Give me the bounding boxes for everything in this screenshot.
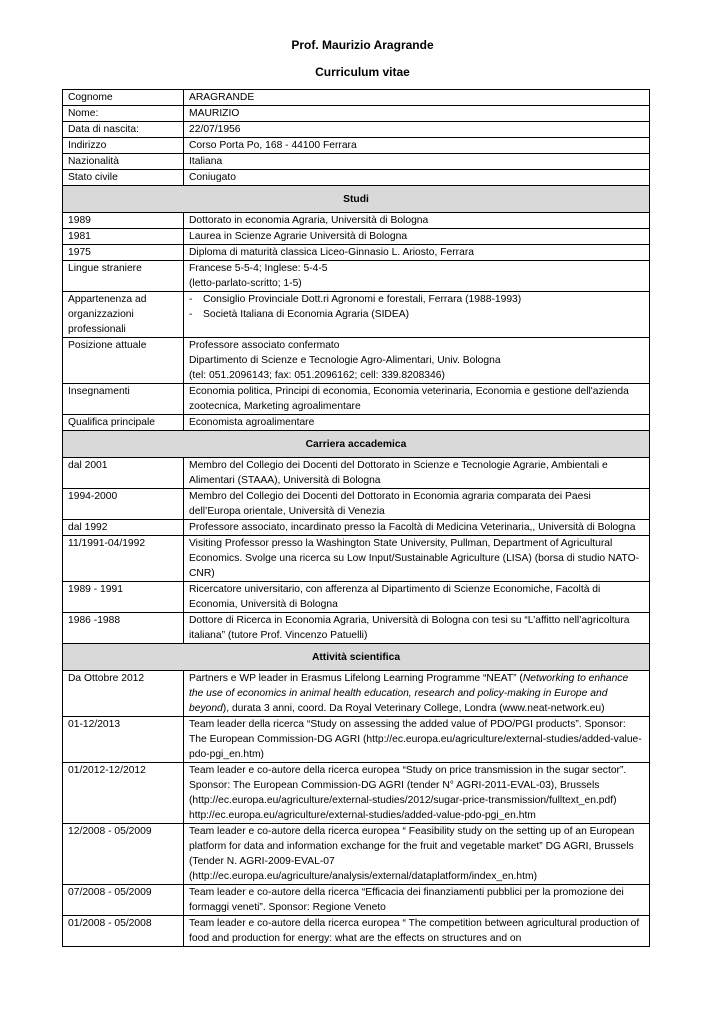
text-line: Dipartimento di Scienze e Tecnologie Agro-Alimentari, Univ. Bologna xyxy=(189,355,501,366)
row-label: Insegnamenti xyxy=(63,384,184,415)
row-value xyxy=(184,338,650,384)
table-row xyxy=(63,122,650,138)
document-subtitle: Curriculum vitae xyxy=(315,65,410,79)
row-label: 01/2008 - 05/2008 xyxy=(63,916,184,947)
row-value: 22/07/1956 xyxy=(184,122,650,138)
row-label: Cognome xyxy=(63,90,184,106)
row-label: 1989 - 1991 xyxy=(63,582,184,613)
table-row xyxy=(63,489,650,520)
text-line: (tel: 051.2096143; fax: 051.2096162; cell: 339.8208346) xyxy=(189,370,445,381)
text-line: Francese 5-5-4; Inglese: 5-4-5 xyxy=(189,263,328,274)
row-label: Stato civile xyxy=(63,170,184,186)
row-label: 1986 -1988 xyxy=(63,613,184,644)
row-label: 1981 xyxy=(63,229,184,245)
table-row xyxy=(63,916,650,947)
table-row xyxy=(63,415,650,431)
table-row xyxy=(63,671,650,717)
row-label: Lingue straniere xyxy=(63,261,184,292)
table-row xyxy=(63,520,650,536)
row-value: Team leader e co-autore della ricerca europea “Study on price transmission in the sugar sector”. Sponsor: The European Commission-DG AGRI (tender N° AGRI-2011-EVAL-03), Brussels (http://ec.europa.eu/agriculture/external-studies/2012/sugar-price-transmission/fulltext_en.pdf) http://ec.europa.eu/agriculture/external-studies/added-value-pdo-pgi_en.htm xyxy=(184,763,650,824)
row-value: Italiana xyxy=(184,154,650,170)
table-row xyxy=(63,138,650,154)
section-header-attivita xyxy=(63,644,650,671)
table-row xyxy=(63,229,650,245)
table-row xyxy=(63,154,650,170)
section-title: Attività scientifica xyxy=(63,644,650,671)
row-value: Team leader e co-autore della ricerca “Efficacia dei finanziamenti pubblici per la promozione dei formaggi veneti”. Sponsor: Regione Veneto xyxy=(184,885,650,916)
row-value: Ricercatore universitario, con afferenza al Dipartimento di Scienze Economiche, Facoltà di Economia, Università di Bologna xyxy=(184,582,650,613)
table-row xyxy=(63,885,650,916)
row-value: Membro del Collegio dei Docenti del Dottorato in Scienze e Tecnologie Agrarie, Ambientali e Alimentari (STAAA), Università di Bologna xyxy=(184,458,650,489)
table-row xyxy=(63,717,650,763)
dash-bullet: - xyxy=(189,294,193,305)
table-row xyxy=(63,613,650,644)
table-row xyxy=(63,458,650,489)
row-value: Team leader e co-autore della ricerca europea “ The competition between agricultural production of food and production for energy: what are the effects on structures and on xyxy=(184,916,650,947)
table-row xyxy=(63,763,650,824)
table-row xyxy=(63,170,650,186)
list-item-text: Società Italiana di Economia Agraria (SIDEA) xyxy=(203,309,410,320)
row-label: Nazionalità xyxy=(63,154,184,170)
row-value: Laurea in Scienze Agrarie Università di Bologna xyxy=(184,229,650,245)
row-value xyxy=(184,671,650,717)
row-label: Appartenenza ad organizzazioni professionali xyxy=(63,292,184,338)
text-segment: Partners e WP leader in Erasmus Lifelong Learning Programme “NEAT” ( xyxy=(189,673,523,684)
row-label: 12/2008 - 05/2009 xyxy=(63,824,184,885)
row-value: ARAGRANDE xyxy=(184,90,650,106)
text-segment: ), durata 3 anni, coord. Da Royal Veterinary College, Londra (www.neat-network.eu) xyxy=(222,703,605,714)
section-title: Studi xyxy=(63,186,650,213)
row-value: Visiting Professor presso la Washington State University, Pullman, Department of Agricultural Economics. Svolge una ricerca su Low Input/Sustainable Agriculture (LISA) (borsa di studio NATO-CNR) xyxy=(184,536,650,582)
row-label: 01/2012-12/2012 xyxy=(63,763,184,824)
row-label: Nome: xyxy=(63,106,184,122)
list-item xyxy=(189,292,644,307)
section-header-carriera xyxy=(63,431,650,458)
row-label: 1994-2000 xyxy=(63,489,184,520)
row-label: 11/1991-04/1992 xyxy=(63,536,184,582)
table-row xyxy=(63,536,650,582)
table-row xyxy=(63,106,650,122)
row-value: Team leader e co-autore della ricerca europea “ Feasibility study on the setting up of an European platform for data and information exchange for the fruit and vegetable market” DG AGRI, Brussels (Tender N. AGRI-2009-EVAL-07 (http://ec.europa.eu/agriculture/analysis/external/dataplatform/index_en.htm) xyxy=(184,824,650,885)
list-item xyxy=(189,307,644,322)
row-value: Professore associato, incardinato presso la Facoltà di Medicina Veterinaria,, Università di Bologna xyxy=(184,520,650,536)
row-value xyxy=(184,261,650,292)
table-row xyxy=(63,338,650,384)
row-value: Coniugato xyxy=(184,170,650,186)
row-value: Diploma di maturità classica Liceo-Ginnasio L. Ariosto, Ferrara xyxy=(184,245,650,261)
row-label: dal 2001 xyxy=(63,458,184,489)
row-value: Team leader della ricerca “Study on assessing the added value of PDO/PGI products”. Sponsor: The European Commission-DG AGRI (http://ec.europa.eu/agriculture/external-studies/added-value-pdo-pgi_en.htm) xyxy=(184,717,650,763)
row-label: 1975 xyxy=(63,245,184,261)
row-value: Membro del Collegio dei Docenti del Dottorato in Economia agraria comparata dei Paesi dell’Europa orientale, Università di Venezia xyxy=(184,489,650,520)
dash-bullet: - xyxy=(189,309,193,320)
row-value: MAURIZIO xyxy=(184,106,650,122)
table-row xyxy=(63,245,650,261)
row-value: Economia politica, Principi di economia, Economia veterinaria, Economia e gestione dell'azienda zootecnica, Marketing agroalimentare xyxy=(184,384,650,415)
text-line: Professore associato confermato xyxy=(189,340,340,351)
row-value: Economista agroalimentare xyxy=(184,415,650,431)
row-label: 07/2008 - 05/2009 xyxy=(63,885,184,916)
row-value: Dottore di Ricerca in Economia Agraria, Università di Bologna con tesi su “L’affitto nell’agricoltura italiana” (tutore Prof. Vincenzo Patuelli) xyxy=(184,613,650,644)
table-row xyxy=(63,261,650,292)
cv-table xyxy=(62,89,650,947)
row-label: Indirizzo xyxy=(63,138,184,154)
table-row xyxy=(63,384,650,415)
table-row xyxy=(63,824,650,885)
section-header-studi xyxy=(63,186,650,213)
table-row xyxy=(63,582,650,613)
row-value xyxy=(184,292,650,338)
page-title: Prof. Maurizio Aragrande xyxy=(291,38,434,52)
table-row xyxy=(63,90,650,106)
row-label: dal 1992 xyxy=(63,520,184,536)
section-title: Carriera accademica xyxy=(63,431,650,458)
row-label: Posizione attuale xyxy=(63,338,184,384)
project-title-italic: Networking to enhance the use of economics in animal health education, research and policy-making in Europe and beyond xyxy=(189,673,629,714)
row-value: Dottorato in economia Agraria, Università di Bologna xyxy=(184,213,650,229)
row-label: Qualifica principale xyxy=(63,415,184,431)
row-value: Corso Porta Po, 168 - 44100 Ferrara xyxy=(184,138,650,154)
row-label: 1989 xyxy=(63,213,184,229)
text-line: (letto-parlato-scritto; 1-5) xyxy=(189,278,302,289)
row-label: 01-12/2013 xyxy=(63,717,184,763)
table-row xyxy=(63,213,650,229)
row-label: Da Ottobre 2012 xyxy=(63,671,184,717)
row-label: Data di nascita: xyxy=(63,122,184,138)
table-row xyxy=(63,292,650,338)
list-item-text: Consiglio Provinciale Dott.ri Agronomi e forestali, Ferrara (1988-1993) xyxy=(203,294,522,305)
